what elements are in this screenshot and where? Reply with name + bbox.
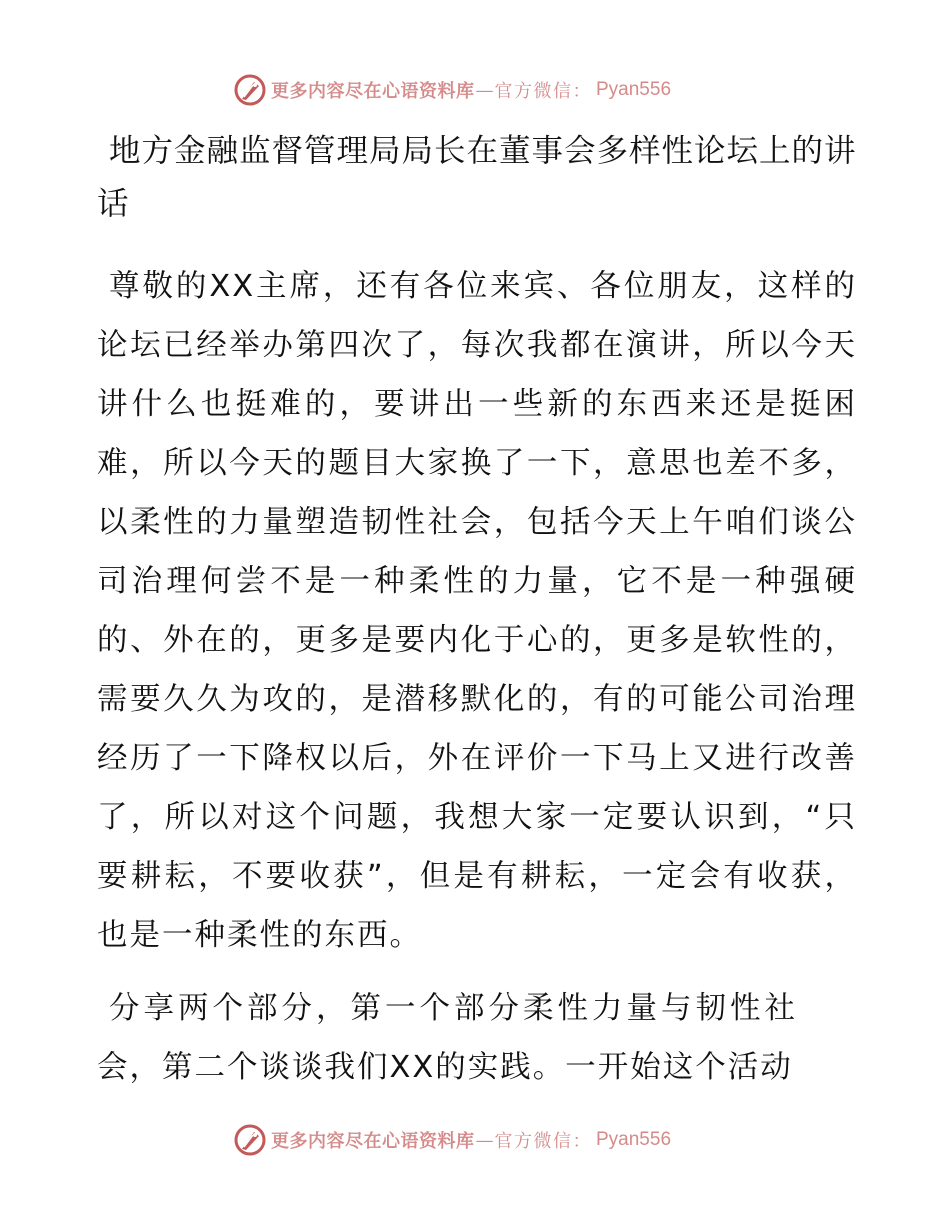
watermark-official-label: 官方微信： — [494, 1131, 592, 1152]
watermark-separator: — — [475, 79, 494, 101]
document-body — [97, 125, 857, 1097]
watermark-official-label: 官方微信： — [494, 81, 592, 102]
footer-watermark — [233, 1123, 671, 1157]
document-title: 地方金融监督管理局局长在董事会多样性论坛上的讲话 — [97, 133, 857, 222]
paragraph-opening: 尊敬的XX主席，还有各位来宾、各位朋友，这样的论坛已经举办第四次了，每次我都在演讲，所以今天讲什么也挺难的，要讲出一些新的东西来还是挺困难，所以今天的题目大家换了一下，意思也差不多，以柔性的力量塑造韧性社会，包括今天上午咱们谈公司治理何尝不是一种柔性的力量，它不是一种强硬的、外在的，更多是要内化于心的，更多是软性的，需要久久为攻的，是潜移默化的，有的可能公司治理经历了一下降权以后，外在评价一下马上又进行改善了，所以对这个问题，我想大家一定要认识到，“只要耕耘，不要收获”，但是有耕耘，一定会有收获，也是一种柔性的东西。 — [97, 269, 857, 953]
watermark-brand-text: 更多内容尽在心语资料库 — [271, 1131, 475, 1152]
pen-nib-logo-icon — [233, 73, 267, 107]
watermark-wechat-id: Pyan556 — [596, 1129, 672, 1150]
header-watermark — [233, 73, 671, 107]
watermark-separator: — — [475, 1129, 494, 1151]
watermark-brand-text: 更多内容尽在心语资料库 — [271, 81, 475, 102]
paragraph-sharing: 分享两个部分，第一个部分柔性力量与韧性社会，第二个谈谈我们XX的实践。一开始这个活动 — [97, 991, 797, 1085]
pen-nib-logo-icon — [233, 1123, 267, 1157]
watermark-wechat-id: Pyan556 — [596, 79, 672, 100]
